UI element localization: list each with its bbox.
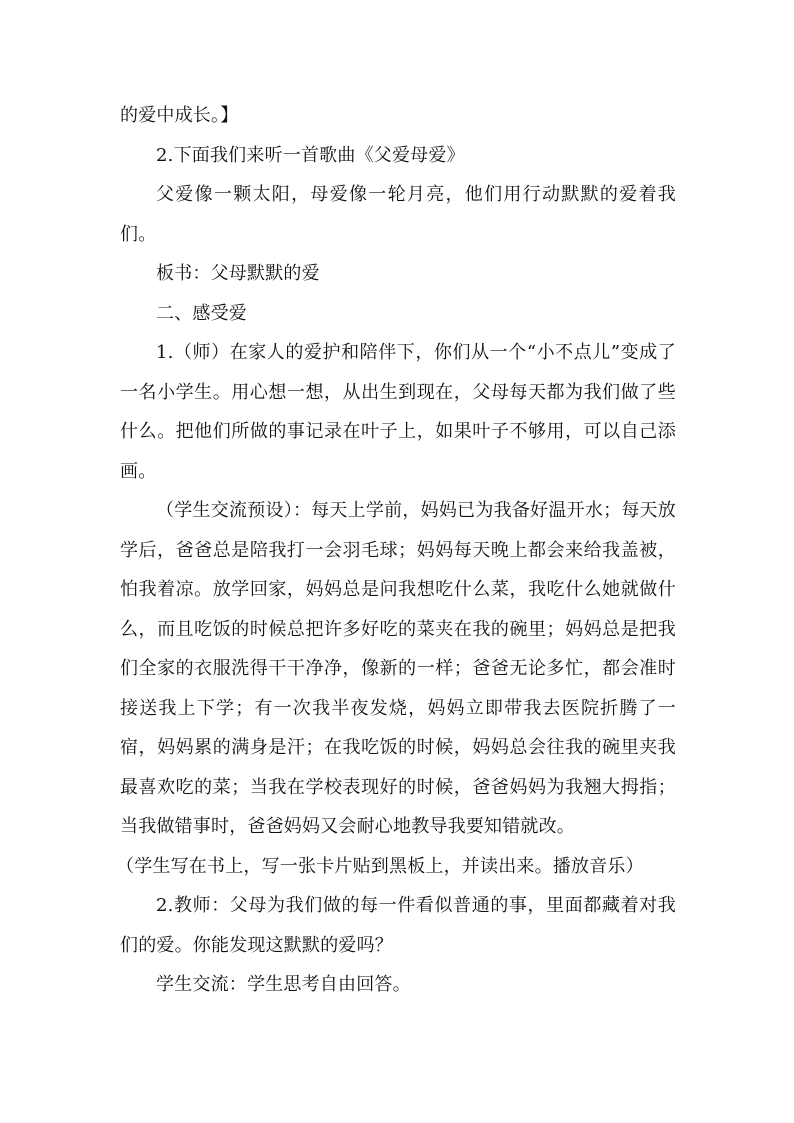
- paragraph-teacher-prompt: 2.教师：父母为我们做的每一件看似普通的事，里面都藏着对我们的爱。你能发现这默默的爱吗？: [120, 895, 676, 956]
- paragraph-song-intro: 2.下面我们来听一首歌曲《父爱母爱》: [156, 144, 465, 166]
- paragraph-student-answer: 学生交流：学生思考自由回答。: [156, 974, 411, 995]
- paragraph-sun-moon: 父爱像一颗太阳，母爱像一轮月亮，他们用行动默默的爱着我们。: [120, 184, 676, 245]
- paragraph-activity-note: （学生写在书上，写一张卡片贴到黑板上，并读出来。播放音乐）: [116, 855, 644, 877]
- document-body: [116, 96, 676, 1005]
- paragraph-continuation: 的爱中成长。】: [120, 105, 239, 126]
- section-heading-feel-love: 二、感受爱: [156, 302, 247, 324]
- paragraph-student-examples: （学生交流预设）：每天上学前，妈妈已为我备好温开水；每天放学后，爸爸总是陪我打一会羽毛球；妈妈每天晚上都会来给我盖被，怕我着凉。放学回家，妈妈总是问我想吃什么菜，我吃什么她就做什么，而且吃饭的时候总把许多好吃的菜夹在我的碗里；妈妈总是把我们全家的衣服洗得干干净净，像新的一样；爸爸无论多忙，都会准时接送我上下学；有一次我半夜发烧，妈妈立即带我去医院折腾了一宿，妈妈累的满身是汗；在我吃饭的时候，妈妈总会往我的碗里夹我最喜欢吃的菜；当我在学校表现好的时候，爸爸妈妈为我翘大拇指；当我做错事时，爸爸妈妈又会耐心地教导我要知错就改。: [120, 500, 676, 837]
- paragraph-teacher-question: 1.（师）在家人的爱护和陪伴下，你们从一个“小不点儿”变成了一名小学生。用心想一想，从出生到现在，父母每天都为我们做了些什么。把他们所做的事记录在叶子上，如果叶子不够用，可以自己添画。: [120, 342, 676, 482]
- paragraph-blackboard: 板书：父母默默的爱: [156, 263, 320, 284]
